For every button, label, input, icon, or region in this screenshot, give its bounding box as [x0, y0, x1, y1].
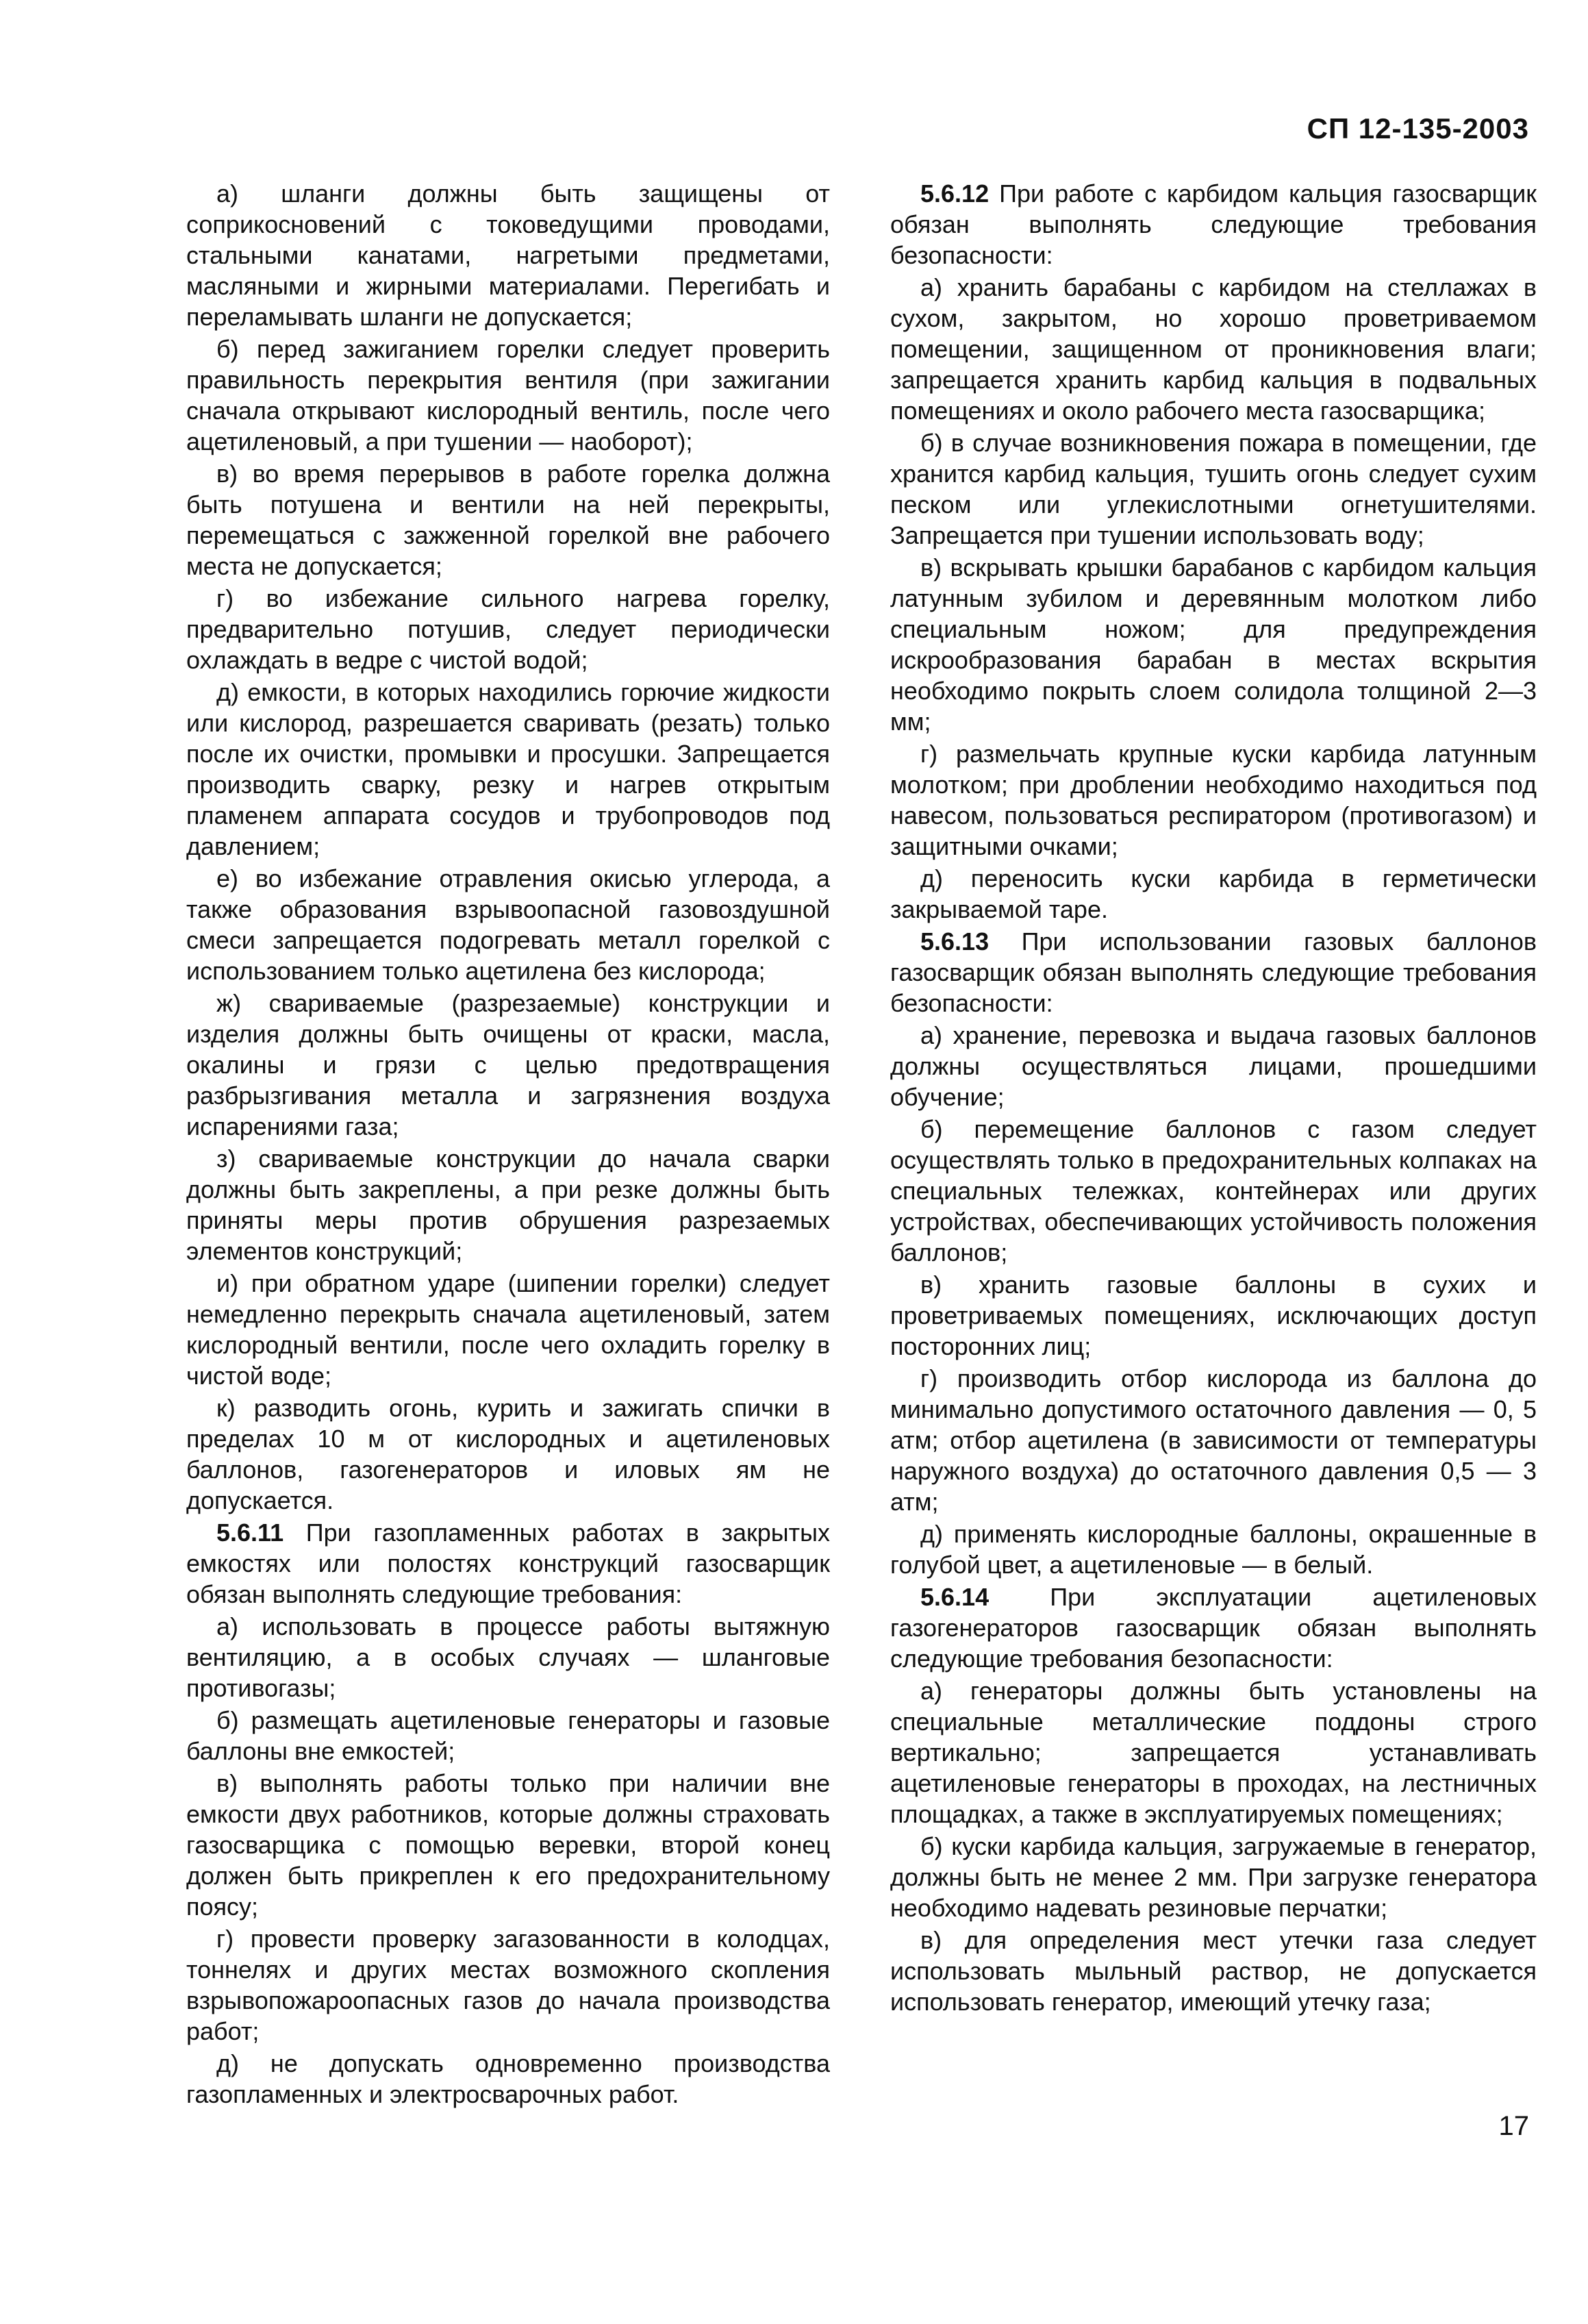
paragraph: д) емкости, в которых находились горючие жидкости или кислород, разрешается сваривать (резать) только после их очистки, промывки и просушки. Запрещается производить сварку, резку и нагрев открытым пламенем аппарата сосудов и трубопроводов под давлением; [186, 678, 830, 860]
section-paragraph: 5.6.11 При газопламенных работах в закрытых емкостях или полостях конструкций газосварщик обязан выполнять следующие требования: [186, 1519, 830, 1608]
paragraph: в) вскрывать крышки барабанов с карбидом кальция латунным зубилом и деревянным молотком либо специальным ножом; для предупреждения искрообразования барабан в местах вскрытия необходимо покрыть слоем солидола толщиной 2—3 мм; [890, 553, 1537, 736]
paragraph: г) провести проверку загазованности в колодцах, тоннелях и других местах возможного скопления взрывопожароопасных газов до начала производства работ; [186, 1925, 830, 2045]
paragraph: в) выполнять работы только при наличии вне емкости двух работников, которые должны страховать газосварщика с помощью веревки, второй конец должен быть прикреплен к его предохранительному поясу; [186, 1769, 830, 1921]
left-column [186, 178, 830, 2111]
paragraph: в) хранить газовые баллоны в сухих и проветриваемых помещениях, исключающих доступ посторонних лиц; [890, 1271, 1537, 1360]
section-paragraph: 5.6.12 При работе с карбидом кальция газосварщик обязан выполнять следующие требования безопасности: [890, 179, 1537, 269]
section-number: 5.6.12 [920, 179, 990, 208]
paragraph: б) в случае возникновения пожара в помещении, где хранится карбид кальция, тушить огонь следует сухим песком или углекислотными огнетушителями. Запрещается при тушении использовать воду; [890, 429, 1537, 549]
paragraph: а) генераторы должны быть установлены на специальные металлические поддоны строго вертикально; запрещается устанавливать ацетиленовые генераторы в проходах, на лестничных площадках, а также в эксплуатируемых помещениях; [890, 1677, 1537, 1828]
section-number: 5.6.14 [920, 1583, 990, 1611]
paragraph: г) размельчать крупные куски карбида латунным молотком; при дроблении необходимо находиться под навесом, пользоваться респиратором (противогазом) и защитными очками; [890, 740, 1537, 860]
paragraph: ж) свариваемые (разрезаемые) конструкции и изделия должны быть очищены от краски, масла, окалины и грязи с целью предотвращения разбрызгивания металла и загрязнения воздуха испарениями газа; [186, 989, 830, 1140]
section-paragraph: 5.6.14 При эксплуатации ацетиленовых газогенераторов газосварщик обязан выполнять следующие требования безопасности: [890, 1583, 1537, 1673]
paragraph: б) перед зажиганием горелки следует проверить правильность перекрытия вентиля (при зажигании сначала открывают кислородный вентиль, после чего ацетиленовый, а при тушении — наоборот); [186, 335, 830, 455]
paragraph: б) размещать ацетиленовые генераторы и газовые баллоны вне емкостей; [186, 1706, 830, 1765]
paragraph: б) куски карбида кальция, загружаемые в генератор, должны быть не менее 2 мм. При загрузке генератора необходимо надевать резиновые перчатки; [890, 1832, 1537, 1922]
paragraph: д) применять кислородные баллоны, окрашенные в голубой цвет, а ацетиленовые — в белый. [890, 1520, 1537, 1579]
paragraph: г) производить отбор кислорода из баллона до минимально допустимого остаточного давления — 0, 5 атм; отбор ацетилена (в зависимости от температуры наружного воздуха) до остаточного давления 0,5 — 3 атм; [890, 1364, 1537, 1516]
paragraph: г) во избежание сильного нагрева горелку, предварительно потушив, следует периодически охлаждать в ведре с чистой водой; [186, 584, 830, 674]
paragraph: а) использовать в процессе работы вытяжную вентиляцию, а в особых случаях — шланговые противогазы; [186, 1612, 830, 1702]
paragraph: б) перемещение баллонов с газом следует осуществлять только в предохранительных колпаках на специальных тележках, контейнерах или других устройствах, обеспечивающих устойчивость положения баллонов; [890, 1115, 1537, 1266]
page-number: 17 [1498, 2111, 1529, 2141]
document-header: СП 12-135-2003 [1307, 112, 1529, 145]
section-number: 5.6.13 [920, 927, 990, 955]
section-paragraph: 5.6.13 При использовании газовых баллонов газосварщик обязан выполнять следующие требования безопасности: [890, 927, 1537, 1017]
paragraph: д) не допускать одновременно производства газопламенных и электросварочных работ. [186, 2049, 830, 2108]
section-number: 5.6.11 [216, 1519, 284, 1547]
paragraph: е) во избежание отравления окисью углерода, а также образования взрывоопасной газовоздушной смеси запрещается подогревать металл горелкой с использованием только ацетилена без кислорода; [186, 864, 830, 985]
paragraph: а) шланги должны быть защищены от соприкосновений с токоведущими проводами, стальными канатами, нагретыми предметами, масляными и жирными материалами. Перегибать и переламывать шланги не допускается; [186, 179, 830, 331]
paragraph: и) при обратном ударе (шипении горелки) следует немедленно перекрыть сначала ацетиленовый, затем кислородный вентили, после чего охладить горелку в чистой воде; [186, 1269, 830, 1390]
paragraph: к) разводить огонь, курить и зажигать спички в пределах 10 м от кислородных и ацетиленовых баллонов, газогенераторов и иловых ям не допускается. [186, 1394, 830, 1514]
right-column [890, 178, 1537, 2019]
paragraph: з) свариваемые конструкции до начала сварки должны быть закреплены, а при резке должны быть приняты меры против обрушения разрезаемых элементов конструкций; [186, 1145, 830, 1265]
paragraph: а) хранить барабаны с карбидом на стеллажах в сухом, закрытом, но хорошо проветриваемом помещении, защищенном от проникновения влаги; запрещается хранить карбид кальция в подвальных помещениях и около рабочего места газосварщика; [890, 273, 1537, 425]
paragraph: а) хранение, перевозка и выдача газовых баллонов должны осуществляться лицами, прошедшими обучение; [890, 1021, 1537, 1111]
paragraph: в) во время перерывов в работе горелка должна быть потушена и вентили на ней перекрыты, перемещаться с зажженной горелкой вне рабочего места не допускается; [186, 460, 830, 580]
paragraph: в) для определения мест утечки газа следует использовать мыльный раствор, не допускается использовать генератор, имеющий утечку газа; [890, 1926, 1537, 2016]
paragraph: д) переносить куски карбида в герметически закрываемой таре. [890, 864, 1537, 923]
